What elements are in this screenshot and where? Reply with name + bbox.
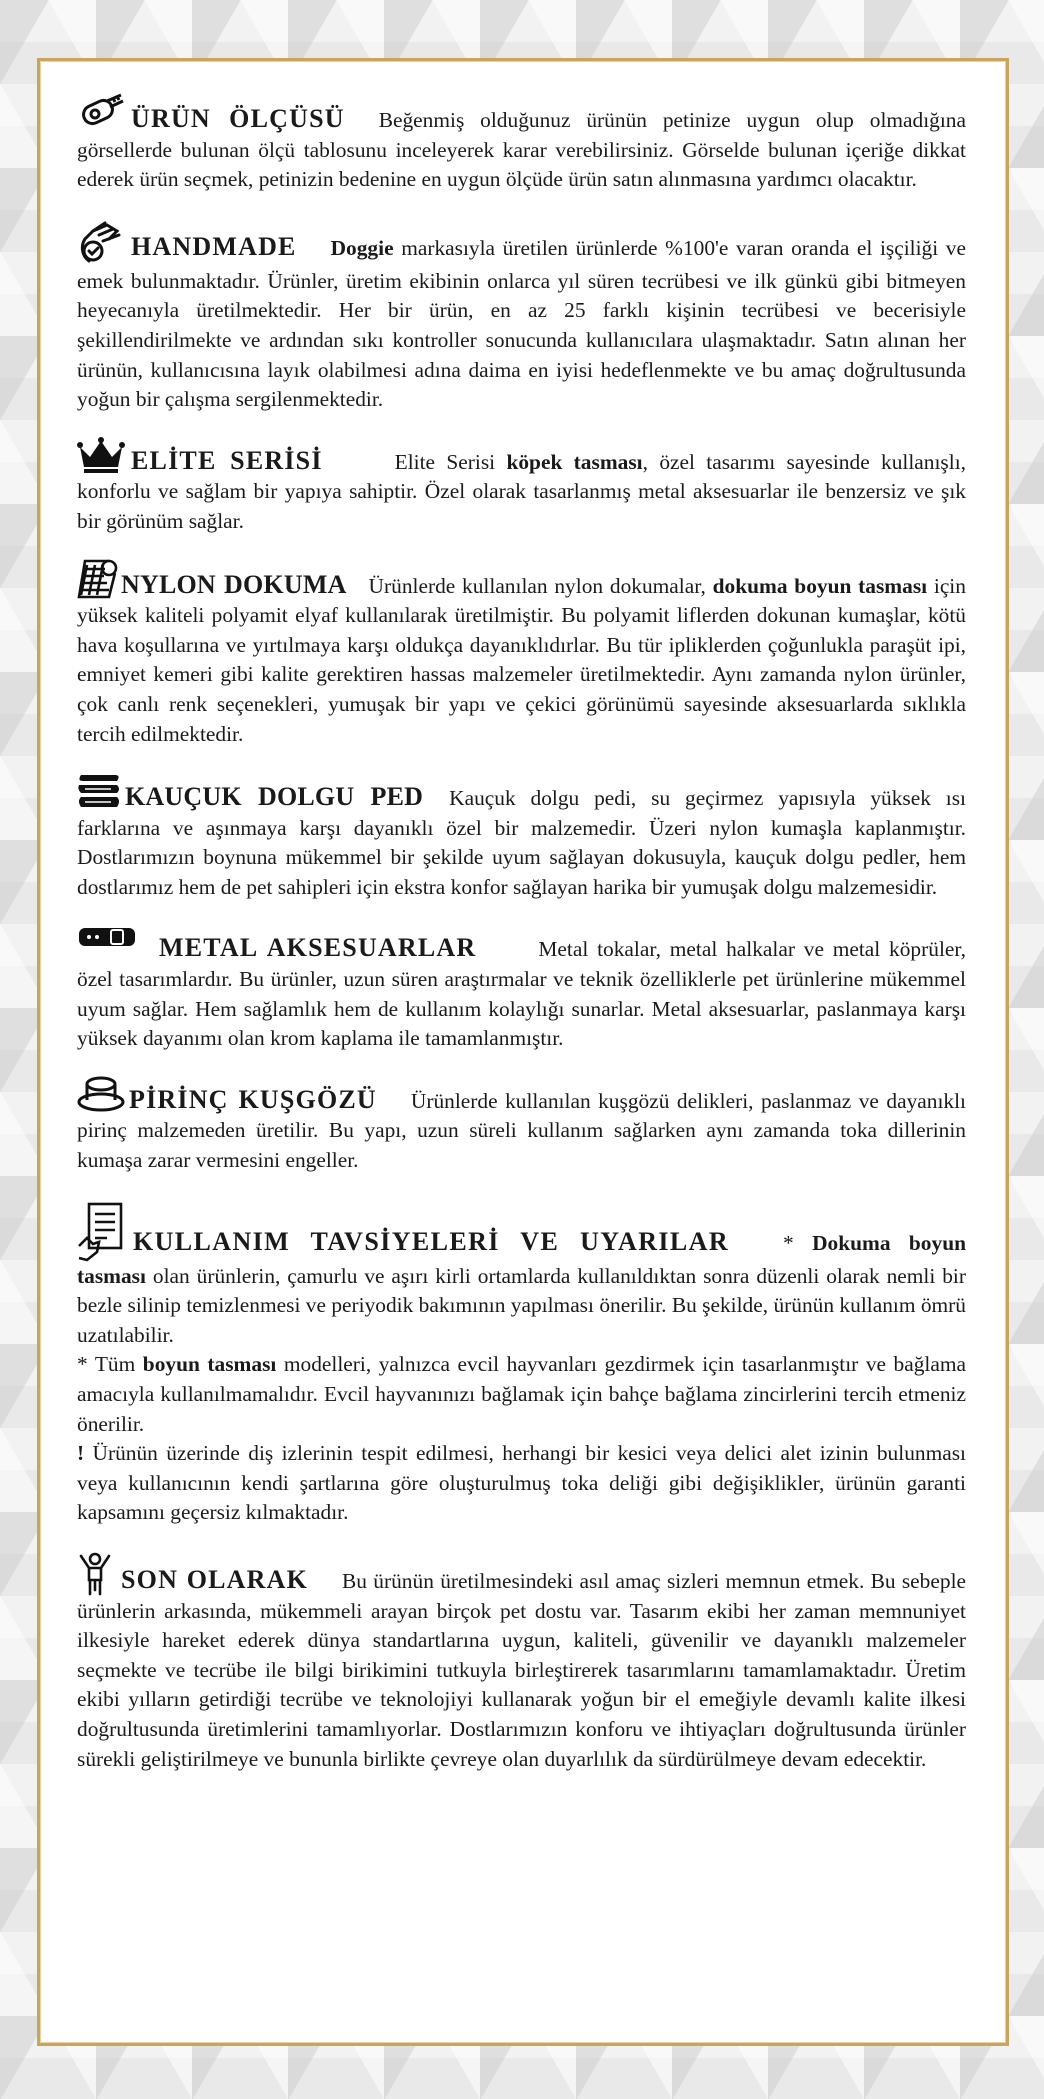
highlight-text: Dokuma boyun tasması xyxy=(77,1230,966,1288)
section-title: NYLON DOKUMA xyxy=(121,569,347,599)
layers-icon xyxy=(77,771,121,811)
section-title: HANDMADE xyxy=(131,231,297,261)
collar-icon xyxy=(77,924,137,952)
crown-icon xyxy=(77,435,125,475)
section-body-3: ! Ürünün üzerinde diş izlerinin tespit edilmesi, herhangi bir kesici veya delici alet izinin bulunması veya kullanıcının kendi şartlarına göre oluşturulmuş toka deliği gibi değişiklikler, ürünün garanti kapsamını geçersiz kılmaktadır. xyxy=(77,1441,966,1525)
section-body: ÜRÜN ÖLÇÜSÜ Beğenmiş olduğunuz ürünün petinize uygun olup olmadığına görsellerde bulunan ölçü tablosunu inceleyerek karar verebilirsiniz. Görselde bulunan içeriğe dikkat ederek ürün seçmek, petinizin bedenine en uygun ölçüde ürün satın alınmasına yardımcı olacaktır. xyxy=(77,93,966,195)
document-hand-icon xyxy=(77,1202,125,1262)
section-body: NYLON DOKUMA Ürünlerde kullanılan nylon dokumalar, dokuma boyun tasması için yüksek kaliteli polyamit elyaf kullanılarak üretilmiştir. Bu polyamit liflerden dokunan kumaşlar, kötü hava koşullarına ve yırtılmaya karşı oldukça dayanıklıdırlar. Bu tür ipliklerden çoğunlukla paraşüt ipi, emniyet kemeri gibi kalite gerektiren hassas malzemeler üretilmektedir. Aynı zamanda nylon ürünler, çok canlı renk seçenekleri, yumuşak bir yapı ve çekici görünümü sayesinde aksesuarlarda sıklıkla tercih edilmektedir. xyxy=(77,559,966,750)
section-son-olarak xyxy=(77,1552,966,1774)
highlight-text: boyun tasması xyxy=(142,1352,277,1377)
section-nylon-dokuma xyxy=(77,559,966,750)
highlight-text: dokuma boyun tasması xyxy=(712,573,928,598)
fabric-roll-icon xyxy=(77,559,119,599)
tape-measure-icon xyxy=(77,93,125,133)
section-kullanim-tavsiyeleri xyxy=(77,1202,966,1528)
highlight-text: köpek tasması xyxy=(506,449,643,474)
section-title: ÜRÜN ÖLÇÜSÜ xyxy=(131,104,345,133)
hand-icon xyxy=(77,221,125,267)
section-body: KULLANIM TAVSİYELERİ VE UYARILAR * Dokuma boyun tasması olan ürünlerin, çamurlu ve aşırı kirli ortamlarda kullanıldıktan sonra düzenli olarak nemli bir bezle silinip temizlenmesi ve periyodik bakımının yapılması önerilir. Bu şekilde, ürünün kullanım ömrü uzatılabilir. xyxy=(77,1202,966,1351)
section-body: PİRİNÇ KUŞGÖZÜ Ürünlerde kullanılan kuşgözü delikleri, paslanmaz ve dayanıklı pirinç malzemeden üretilir. Bu yapı, uzun süreli kullanım sağlarken aynı zamanda toka dillerinin kumaşa zarar vermesini engeller. xyxy=(77,1074,966,1176)
section-body-2: * Tüm boyun tasması modelleri, yalnızca evcil hayvanları gezdirmek için tasarlanmıştır ve bağlama amacıyla kullanılmamalıdır. Evcil hayvanınızı bağlamak için bahçe bağlama zincirlerini tercih etmeniz önerilir. xyxy=(77,1352,966,1436)
section-body: METAL AKSESUARLAR Metal tokalar, metal halkalar ve metal köprüler, özel tasarımlardır. Bu ürünler, uzun süren araştırmalar ve teknik özelliklerle pet ürünlerine mükemmel uyum sağlar. Hem sağlamlık hem de kullanım kolaylığı sunarlar. Metal aksesuarlar, paslanmaya karşı yüksek dayanımı olan krom kaplama ile tamamlanmıştır. xyxy=(77,924,966,1053)
section-title: PİRİNÇ KUŞGÖZÜ xyxy=(129,1084,377,1114)
info-panel xyxy=(37,58,1009,2046)
section-elite-serisi xyxy=(77,435,966,537)
warning-mark: ! xyxy=(77,1441,85,1466)
section-body: KAUÇUK DOLGU PED Kauçuk dolgu pedi, su geçirmez yapısıyla yüksek ısı farklarına ve aşınmaya karşı dayanıklı özel bir malzemedir. Üzeri nylon kumaşla kaplanmıştır. Dostlarımızın boynuna mükemmel bir şekilde uyum sağlayan dokusuyla, kauçuk dolgu pedler, hem dostlarımız hem de pet sahipleri için ekstra konfor sağlayan harika bir yumuşak dolgu malzemesidir. xyxy=(77,771,966,902)
brand-name: Doggie xyxy=(330,235,394,260)
section-title: ELİTE SERİSİ xyxy=(131,445,323,475)
section-metal-aksesuarlar xyxy=(77,924,966,1053)
eyelet-icon xyxy=(77,1074,125,1114)
section-body: ELİTE SERİSİ Elite Serisi köpek tasması, özel tasarımı sayesinde kullanışlı, konforlu ve sağlam bir yapıya sahiptir. Özel olarak tasarlanmış metal aksesuarlar ile benzersiz ve şık bir görünüm sağlar. xyxy=(77,435,966,537)
section-title: KAUÇUK DOLGU PED xyxy=(125,782,424,812)
section-urun-olcusu xyxy=(77,93,966,195)
section-title: METAL AKSESUARLAR xyxy=(159,933,477,963)
person-icon xyxy=(77,1552,113,1596)
section-pirinc-kusgozu xyxy=(77,1074,966,1176)
section-title: SON OLARAK xyxy=(121,1564,309,1594)
section-handmade xyxy=(77,221,966,415)
section-kaucuk-dolgu-ped xyxy=(77,771,966,902)
section-body: HANDMADE Doggie markasıyla üretilen ürünlerde %100'e varan oranda el işçiliği ve emek bulunmaktadır. Ürünler, üretim ekibinin onlarca yıl süren tecrübesi ve ilk günkü gibi bitmeyen heyecanıyla üretilmektedir. Her bir ürün, en az 25 farklı kişinin tecrübesi ve becerisiyle şekillendirilmekte ve ardından sıkı kontroller sonucunda kullanıcılara ulaşmaktadır. Satın alınan her ürünün, kullanıcısına layık olabilmesi adına daima en iyisi hedeflenmekte ve bu amaç doğrultusunda yoğun bir çalışma sergilenmektedir. xyxy=(77,221,966,415)
section-title: KULLANIM TAVSİYELERİ VE UYARILAR xyxy=(133,1226,730,1256)
section-body: SON OLARAK Bu ürünün üretilmesindeki asıl amaç sizleri memnun etmek. Bu sebeple ürünlerin arkasında, mükemmeli arayan birçok pet dostu var. Tasarım ekibi her zaman memnuniyet ilkesiyle hareket ederek dünya standartlarına uygun, kaliteli, güvenilir ve dayanıklı malzemeler seçmekte ve tecrübe ile bilgi birikimini tutkuyla birleştirerek tasarımlarını tamamlamaktadır. Üretim ekibi yılların getirdiği tecrübe ve teknolojiyi kullanarak yoğun bir el emeğiyle devamlı kalite ilkesi doğrultusunda üretimlerini tamamlıyorlar. Dostlarımızın konforu ve ihtiyaçları doğrultusunda ürünler sürekli geliştirilmeye ve bununla birlikte çevreye olan duyarlılık da sürdürülmeye devam edecektir. xyxy=(77,1552,966,1774)
